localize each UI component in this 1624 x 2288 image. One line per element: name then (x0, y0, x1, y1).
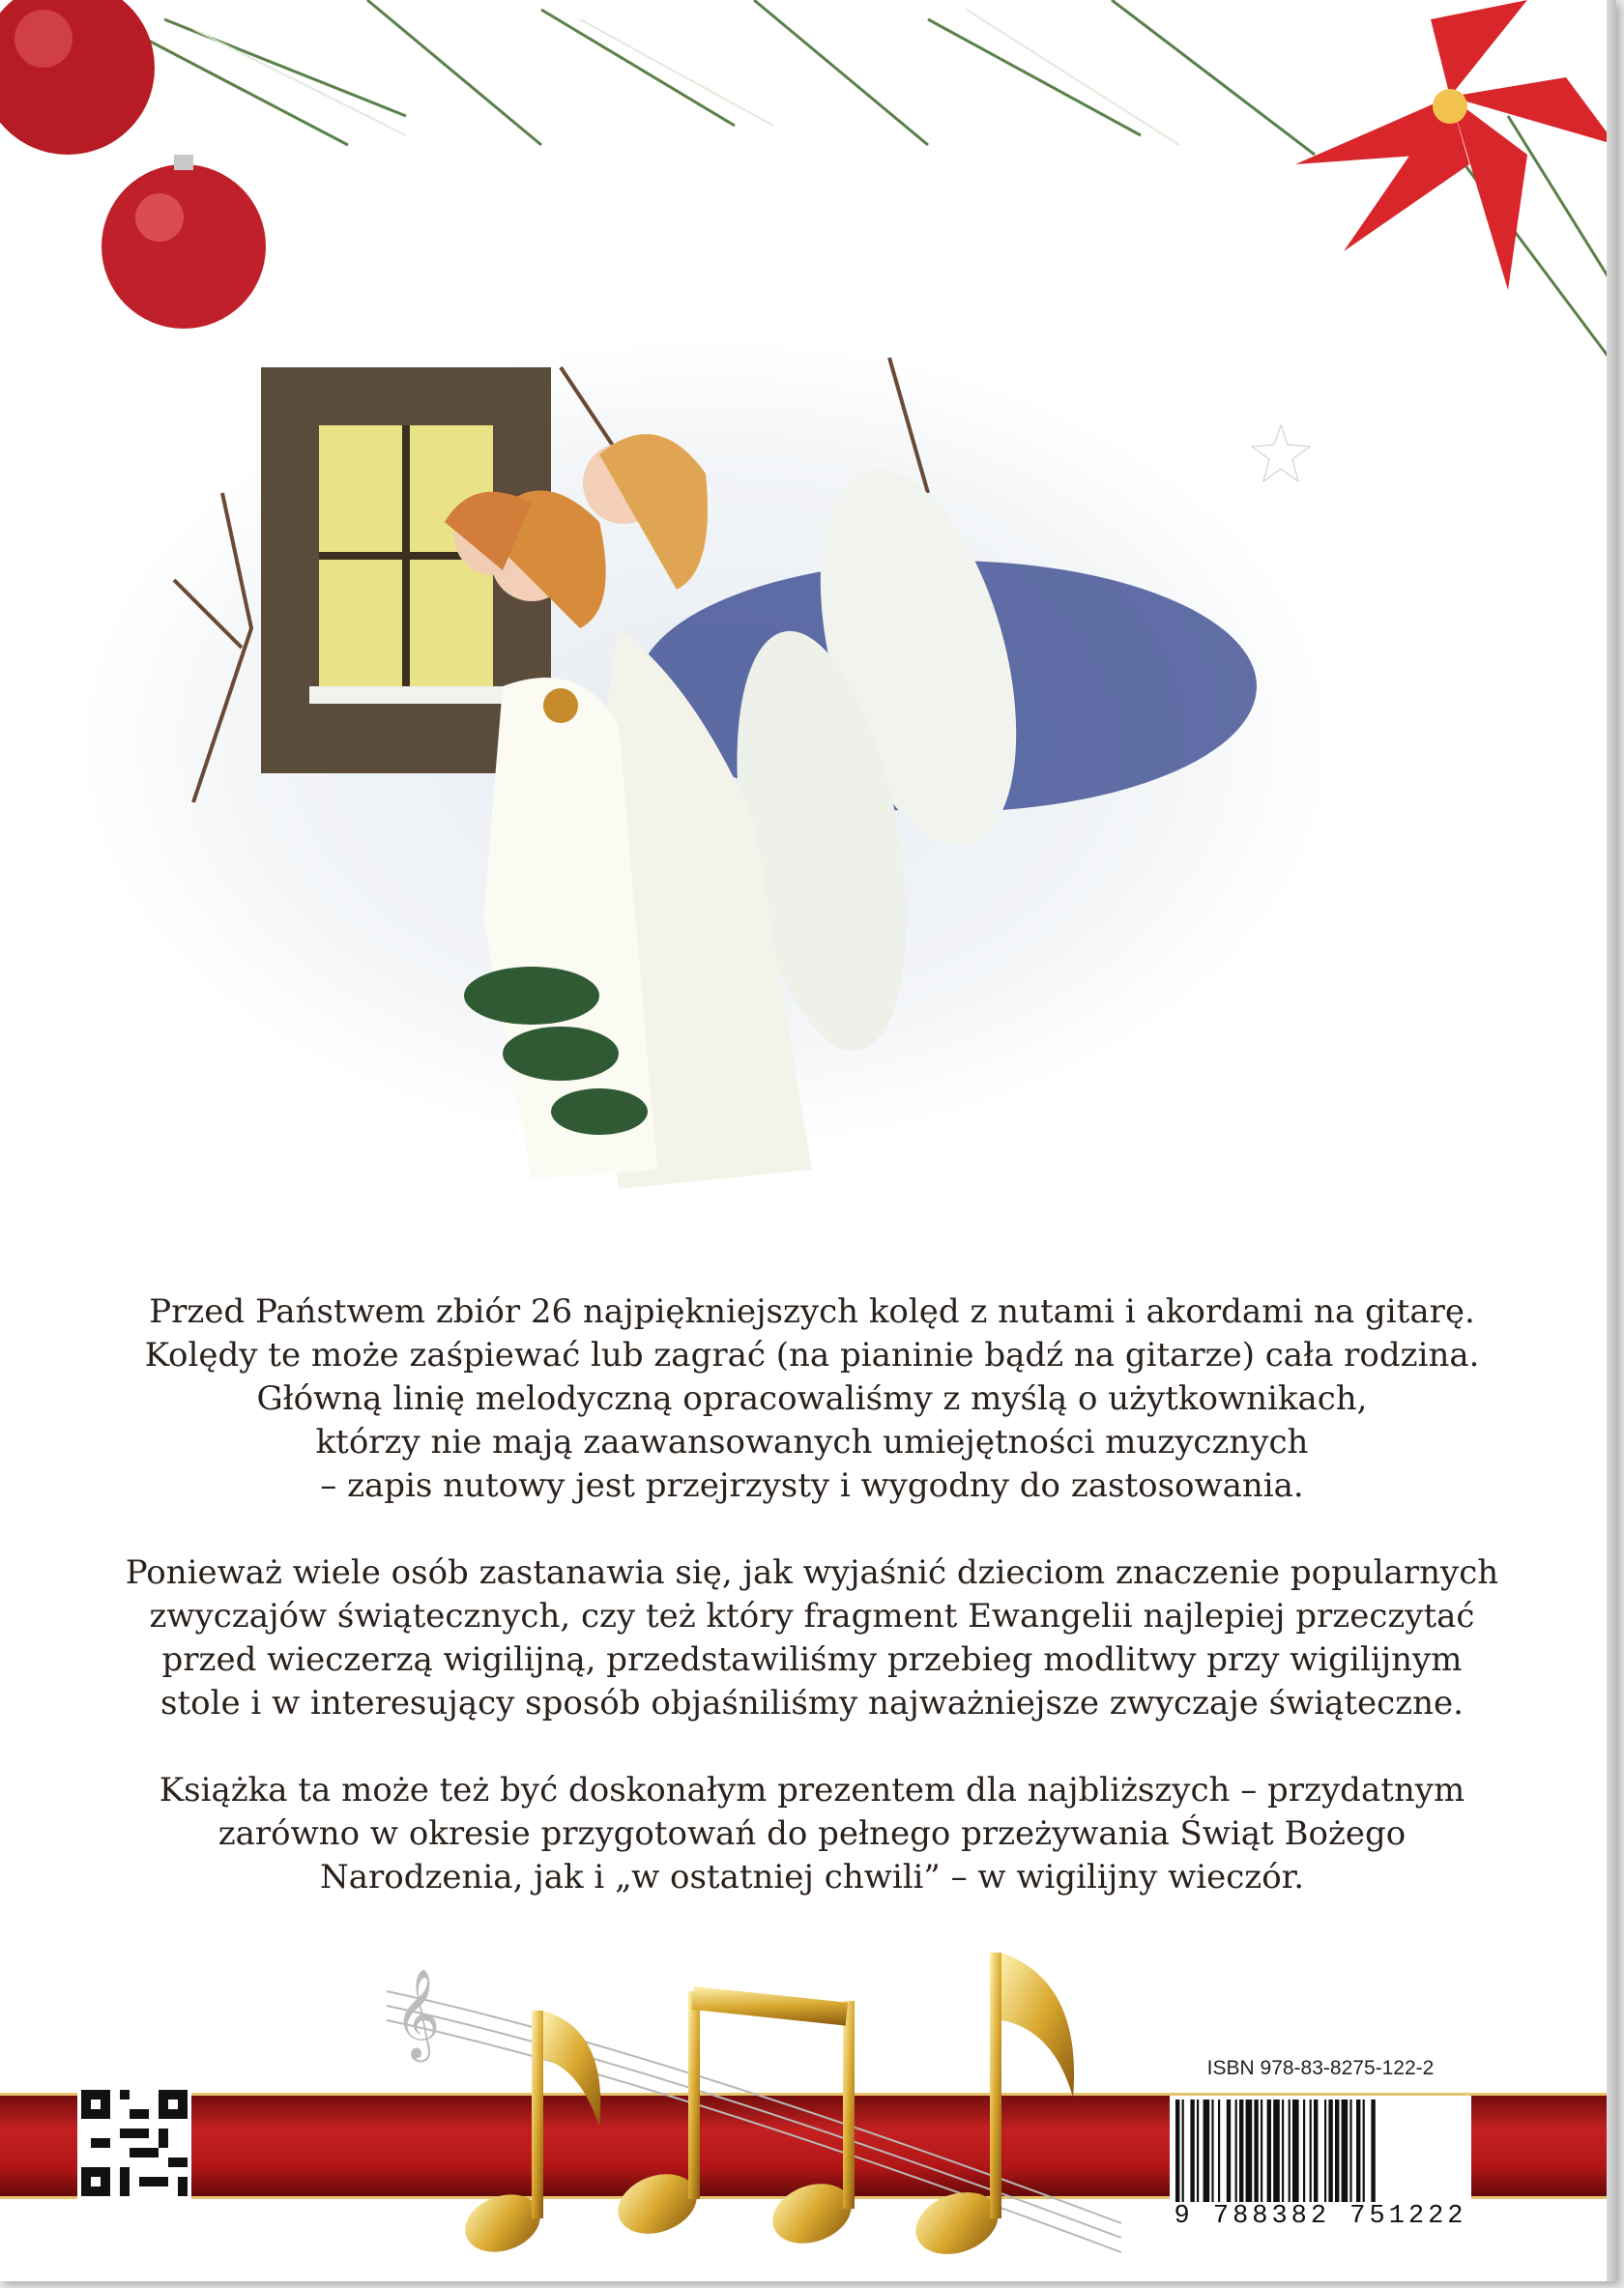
star-icon (1252, 425, 1310, 481)
angels-illustration (77, 338, 1392, 1266)
poinsettia-decoration (1295, 0, 1616, 290)
christmas-garland-decoration (0, 0, 1616, 367)
golden-music-notes-decoration (367, 1933, 1141, 2262)
barcode-digits: 9 788382 751222 (1170, 2202, 1471, 2231)
description-paragraph-1: Przed Państwem zbiór 26 najpiękniejszych kolęd z nutami i akordami na gitarę. Kolędy te może zaśpiewać lub zagrać (na pianinie bądź na gitarze) cała rodzina. Główną linię melodyczną opracowaliśmy z myślą o użytkownikach, którzy nie mają zaawansowanych umiejętności muzycznych – zapis nutowy jest przejrzysty i wygodny do zastosowania. (144, 1292, 1480, 1505)
treble-clef-icon: 𝄞 (394, 1968, 441, 2058)
description-paragraph-3: Książka ta może też być doskonałym prezentem dla najbliższych – przydatnym zarówno w okresie przygotowań do pełnego przeżywania Świąt Bożego Narodzenia, jak i „w ostatniej chwili” – w wigilijny wieczór. (159, 1771, 1465, 1897)
isbn-label: ISBN 978-83-8275-122-2 (1206, 2057, 1435, 2079)
isbn-barcode-block (1170, 2057, 1471, 2241)
description-paragraph-2: Ponieważ wiele osób zastanawia się, jak wyjaśnić dzieciom znaczenie popularnych zwyczajów świątecznych, czy też który fragment Ewangelii najlepiej przeczytać przed wieczerzą wigilijną, przedstawiliśmy przebieg modlitwy przy wigilijnym stole i w interesujący sposób objaśniliśmy najważniejsze zwyczaje świąteczne. (125, 1553, 1499, 1723)
bell-icon (543, 688, 578, 723)
red-bauble-small (102, 164, 266, 329)
description-text (58, 1290, 1566, 1943)
qr-code (77, 2086, 191, 2200)
cover-edge (1607, 0, 1616, 2281)
